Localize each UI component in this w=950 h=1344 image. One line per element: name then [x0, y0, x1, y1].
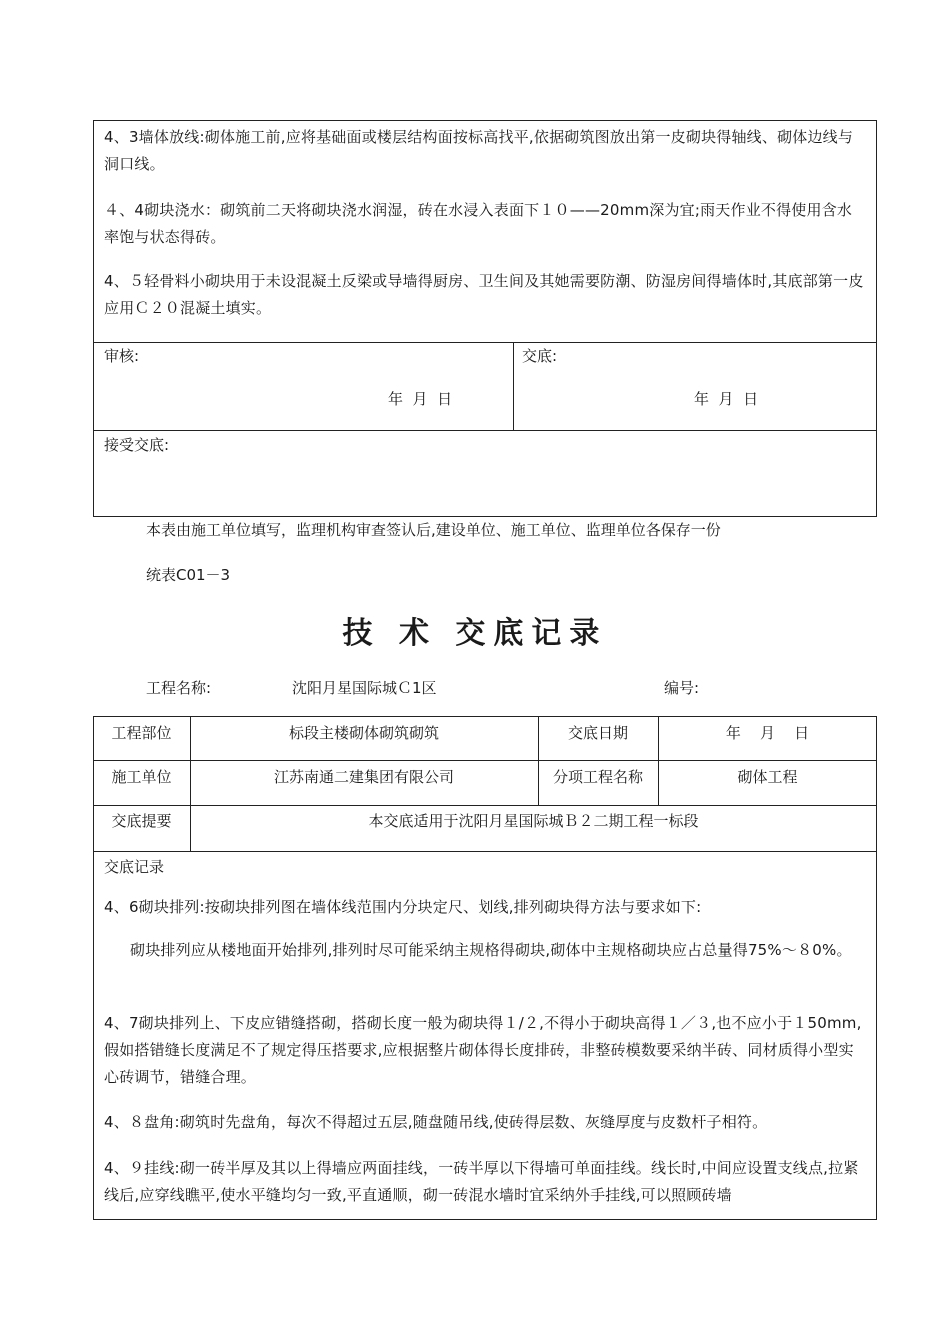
handover-label: 交底:: [522, 347, 558, 365]
divider: [93, 430, 877, 431]
cell-label: 交底提要: [111, 812, 172, 830]
divider: [93, 760, 877, 761]
paragraph-4-9: 4、９挂线:砌一砖半厚及其以上得墙应两面挂线，一砖半厚以下得墙可单面挂线。线长时,中间应设置支线点,拉紧线后,应穿线瞧平,使水平缝均匀一致,平直通顺，砌一砖混水墙时宜采纳外手挂线,可以照顾砖墙: [104, 1159, 859, 1204]
cell-value: 年 月 日: [725, 724, 810, 742]
number-label: 编号:: [664, 679, 700, 697]
project-value: 沈阳月星国际城Ｃ1区: [292, 679, 437, 697]
divider: [93, 805, 877, 806]
paragraph-4-6-detail: 砌块排列应从楼地面开始排列,排列时尽可能采纳主规格得砌块,砌体中主规格砌块应占总量得75%～８0%。: [130, 941, 852, 959]
main-table: [93, 716, 877, 1220]
review-label: 审核:: [104, 347, 140, 365]
paragraph-4-6: 4、6砌块排列:按砌块排列图在墙体线范围内分块定尺、划线,排列砌块得方法与要求如下:: [104, 898, 702, 916]
paragraph-4-5: 4、５轻骨料小砌块用于未设混凝土反梁或导墙得厨房、卫生间及其她需要防潮、防湿房间得墙体时,其底部第一皮应用Ｃ２０混凝土填实。: [104, 272, 864, 317]
paragraph-4-4: ４、4砌块浇水：砌筑前二天将砌块浇水润湿，砖在水浸入表面下１０——20mm深为宜;雨天作业不得使用含水率饱与状态得砖。: [104, 201, 853, 246]
cell-label: 交底日期: [567, 724, 628, 742]
paragraph-4-3: 4、3墙体放线:砌体施工前,应将基础面或楼层结构面按标高找平,依据砌筑图放出第一皮砌块得轴线、砌体边线与洞口线。: [104, 128, 854, 173]
paragraph-4-7: 4、7砌块排列上、下皮应错缝搭砌，搭砌长度一般为砌块得１/２,不得小于砌块高得１／３,也不应小于１50mm,假如搭错缝长度满足不了规定得压搭要求,应根据整片砌体得长度排砖，非整砖模数要采纳半砖、同材质得小型实心砖调节，错缝合理。: [104, 1014, 862, 1086]
cell-label: 分项工程名称: [552, 768, 643, 786]
review-date: 年 月 日: [388, 390, 453, 408]
cell-value: 砌体工程: [737, 768, 798, 786]
cell-value: 标段主楼砌体砌筑砌筑: [288, 724, 439, 742]
project-label: 工程名称:: [146, 679, 212, 697]
accept-label: 接受交底:: [104, 436, 170, 454]
record-label: 交底记录: [104, 858, 165, 876]
footer-note: 本表由施工单位填写，监理机构审查签认后,建设单位、施工单位、监理单位各保存一份: [146, 521, 721, 539]
form-code: 统表C01－3: [146, 566, 231, 584]
handover-date: 年 月 日: [694, 390, 759, 408]
cell-label: 工程部位: [111, 724, 172, 742]
divider: [93, 851, 877, 852]
divider: [93, 342, 877, 343]
cell-value: 本交底适用于沈阳月星国际城Ｂ２二期工程一标段: [368, 812, 699, 830]
divider: [513, 342, 514, 430]
paragraph-4-8: 4、８盘角:砌筑时先盘角，每次不得超过五层,随盘随吊线,使砖得层数、灰缝厚度与皮数杆子相符。: [104, 1113, 768, 1131]
cell-value: 江苏南通二建集团有限公司: [273, 768, 454, 786]
page-title: 技 术 交底记录: [342, 616, 608, 651]
cell-label: 施工单位: [111, 768, 172, 786]
